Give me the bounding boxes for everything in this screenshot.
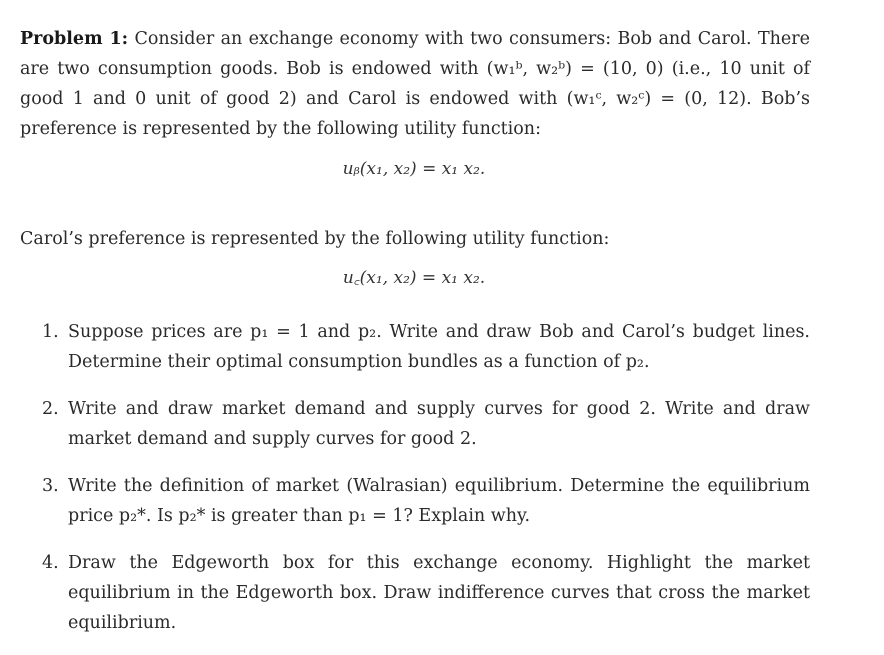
- question-text: Write the definition of market (Walrasian) equilibrium. Determine the equilibrium price p₂*. Is p₂* is greater than p₁ = 1? Explain why.: [68, 476, 810, 526]
- problem-intro: [20, 24, 810, 144]
- bob-utility-equation: uᵦ(x₁, x₂) = x₁ x₂.: [342, 159, 486, 179]
- question-item: [20, 471, 810, 531]
- question-number: 2.: [42, 399, 59, 419]
- question-item: [20, 548, 810, 638]
- question-item: [20, 317, 810, 377]
- question-text: Write and draw market demand and supply curves for good 2. Write and draw market demand and supply curves for good 2.: [68, 399, 810, 449]
- carol-intro-text: Carol’s preference is represented by the following utility function:: [20, 228, 610, 249]
- question-number: 3.: [42, 476, 59, 496]
- question-text: Draw the Edgeworth box for this exchange economy. Highlight the market equilibrium in the Edgeworth box. Draw indifference curves that cross the market equilibrium.: [68, 553, 810, 633]
- question-text: Suppose prices are p₁ = 1 and p₂. Write and draw Bob and Carol’s budget lines. Determine their optimal consumption bundles as a function of p₂.: [68, 322, 810, 372]
- carol-utility-equation: u꜀(x₁, x₂) = x₁ x₂.: [342, 268, 486, 288]
- problem-label: Problem 1:: [20, 28, 129, 49]
- question-number: 4.: [42, 553, 59, 573]
- problem-intro-text: Consider an exchange economy with two consumers: Bob and Carol. There are two consumption goods. Bob is endowed with (w₁ᵇ, w₂ᵇ) = (10, 0) (i.e., 10 unit of good 1 and 0 unit of good 2) and Carol is endowed with (w₁ᶜ, w₂ᶜ) = (0, 12). Bob’s preference is represented by the following utility function:: [20, 28, 810, 139]
- question-list: [20, 317, 810, 655]
- question-item: [20, 394, 810, 454]
- question-number: 1.: [42, 322, 59, 342]
